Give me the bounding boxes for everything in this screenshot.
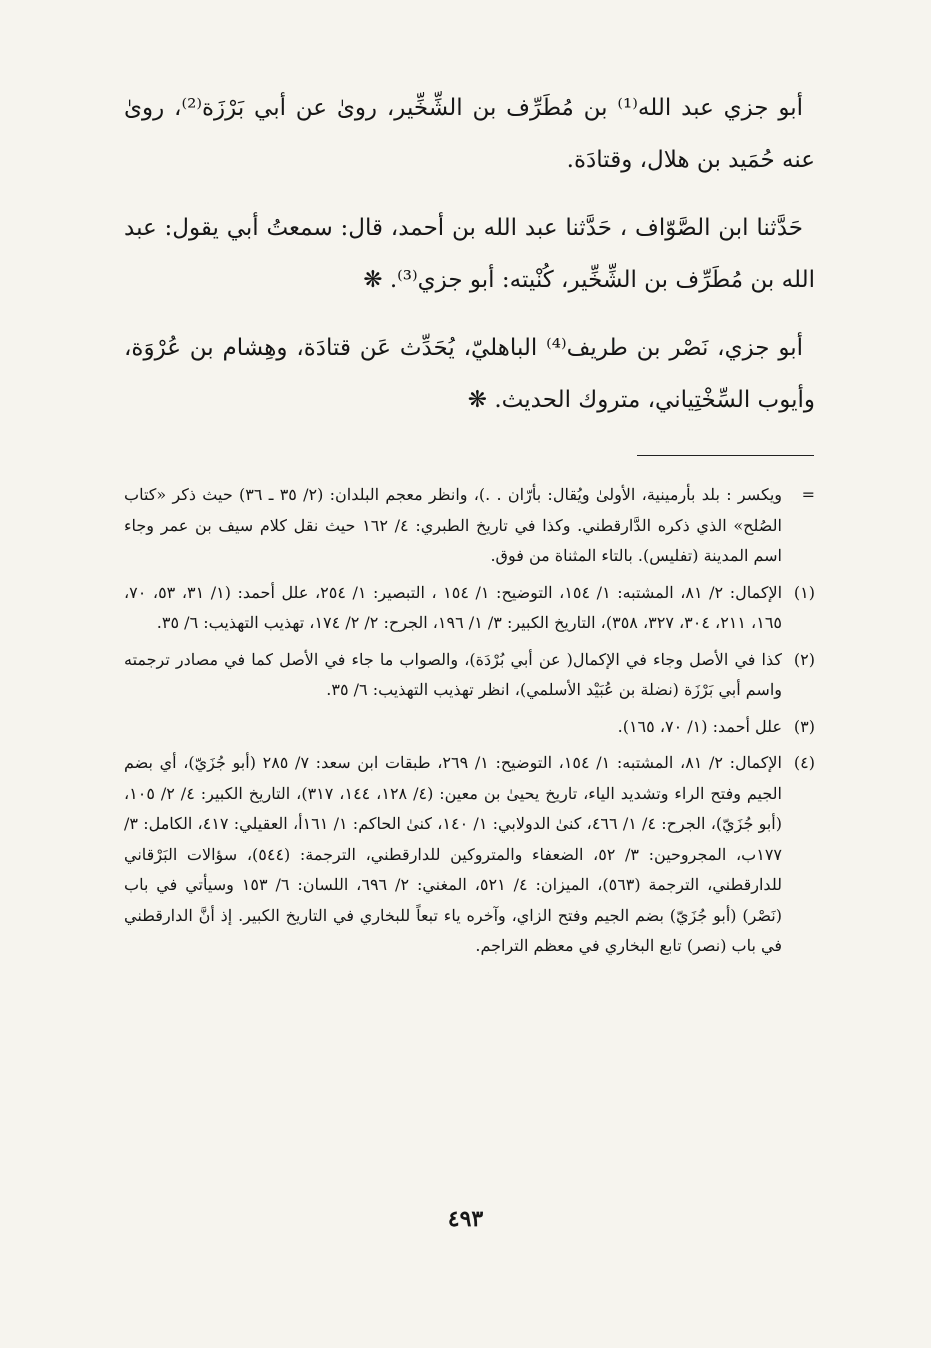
entry-abu-juzay-abdullah	[124, 82, 815, 186]
entry-text: حَدَّثنا ابن الصَّوّاف ، حَدَّثنا عبد الله بن أحمد، قال: سمعتُ أبي يقول: عبد الله بن مُطَرِّف بن الشِّخِّير، كُنْيته: أبو جزي⁽³⁾. ❋	[124, 215, 815, 293]
page-number: ٤٩٣	[447, 1206, 484, 1232]
footnote-text: علل أحمد: (١/ ٧٠، ١٦٥).	[617, 716, 782, 736]
footnote-marker: =	[801, 485, 815, 504]
footnote-marker: (٣)	[793, 716, 815, 736]
footnote-marker: (٤)	[793, 753, 815, 772]
entry-isnad	[124, 202, 815, 306]
footnote-marker: (١)	[793, 582, 815, 602]
entry-text: أبو جزي عبد الله⁽¹⁾ بن مُطَرِّف بن الشِّخِّير، روىٰ عن أبي بَرْزَة⁽²⁾، روىٰ عنه حُمَيد بن هلال، وقتادَة.	[124, 95, 815, 173]
footnote-continuation	[124, 480, 815, 572]
footnote-text: الإكمال: ٢/ ٨١، المشتبه: ١/ ١٥٤، التوضيح: ١/ ٢٦٩، طبقات ابن سعد: ٧/ ٢٨٥ (أبو جُزَيّ)، أي بضم الجيم وفتح الراء وتشديد الياء، تاريخ يحيىٰ بن معين: (٤/ ١٢٨، ١٤٤، ٣١٧)، التاريخ الكبير: ٤/ ٢/ ١٠٥، (أبو جُزَيّ)، الجرح: ٤/ ١/ ٤٦٦، كنىٰ الدولابي: ١/ ١٤٠، كنىٰ الحاكم: ١/ ١٦١أ، العقيلي: ٤١٧، الكامل: ٣/ ١٧٧ب، المجروحين: ٣/ ٥٢، الضعفاء والمتروكين للدارقطني، الترجمة: (٥٤٤)، سؤالات البَرْقاني للدارقطني، الترجمة (٥٦٣)، الميزان: ٤/ ٥٢١، المغني: ٢/ ٦٩٦، اللسان: ٦/ ١٥٣ وسيأتي في باب (نَصْر) (أبو جُزَيّ) بضم الجيم وفتح الزاي، وآخره ياء تبعاً للبخاري في التاريخ الكبير. إذ أنَّ الدارقطني في باب (نصر) تابع البخاري في معظم التراجم.	[124, 753, 783, 955]
footnote-marker: (٢)	[793, 649, 815, 669]
footnote-text: الإكمال: ٢/ ٨١، المشتبه: ١/ ١٥٤، التوضيح: ١/ ١٥٤ ، التبصير: ١/ ٢٥٤، علل أحمد: (١/ ٣١، ٥٣، ٧٠، ١٦٥، ٢١١، ٣٠٤، ٣٢٧، ٣٥٨)، التاريخ الكبير: ٣/ ١/ ١٩٦، الجرح: ٢/ ٢/ ١٧٤، تهذيب التهذيب: ٦/ ٣٥.	[124, 582, 783, 632]
entry-text: أبو جزي، نَصْر بن طريف⁽⁴⁾ الباهليّ، يُحَدِّث عَن قتادَة، وهِشام بن عُرْوَة، وأيوب السِّخْتِياني، متروك الحديث. ❋	[124, 335, 815, 413]
entry-abu-juzay-nasr	[124, 322, 815, 426]
footnotes	[124, 480, 815, 968]
main-text	[124, 82, 815, 442]
footnote-text: كذا في الأصل وجاء في الإكمال( عن أبي بُرْدَة)، والصواب ما جاء في الأصل كما في مصادر ترجمته واسم أبي بَرْزَة (نضلة بن عُبَيْد الأسلمي)، انظر تهذيب التهذيب: ٦/ ٣٥.	[124, 649, 782, 699]
footnote-4	[124, 748, 815, 962]
footnote-separator	[637, 455, 814, 456]
footnote-3	[124, 712, 815, 743]
footnote-text: ويكسر : بلد بأرمينية، الأولىٰ ويُقال: بأرّان . .)، وانظر معجم البلدان: (٢/ ٣٥ ـ ٣٦) حيث ذكر «كتاب الصُلح» الذي ذكره الدَّارقطني. وكذا في تاريخ الطبري: ٤/ ١٦٢ حيث نقل كلام سيف بن عمر وجاء اسم المدينة (تفليس). بالتاء المثناة من فوق.	[124, 485, 782, 565]
footnote-1	[124, 578, 815, 639]
footnote-2	[124, 645, 815, 706]
